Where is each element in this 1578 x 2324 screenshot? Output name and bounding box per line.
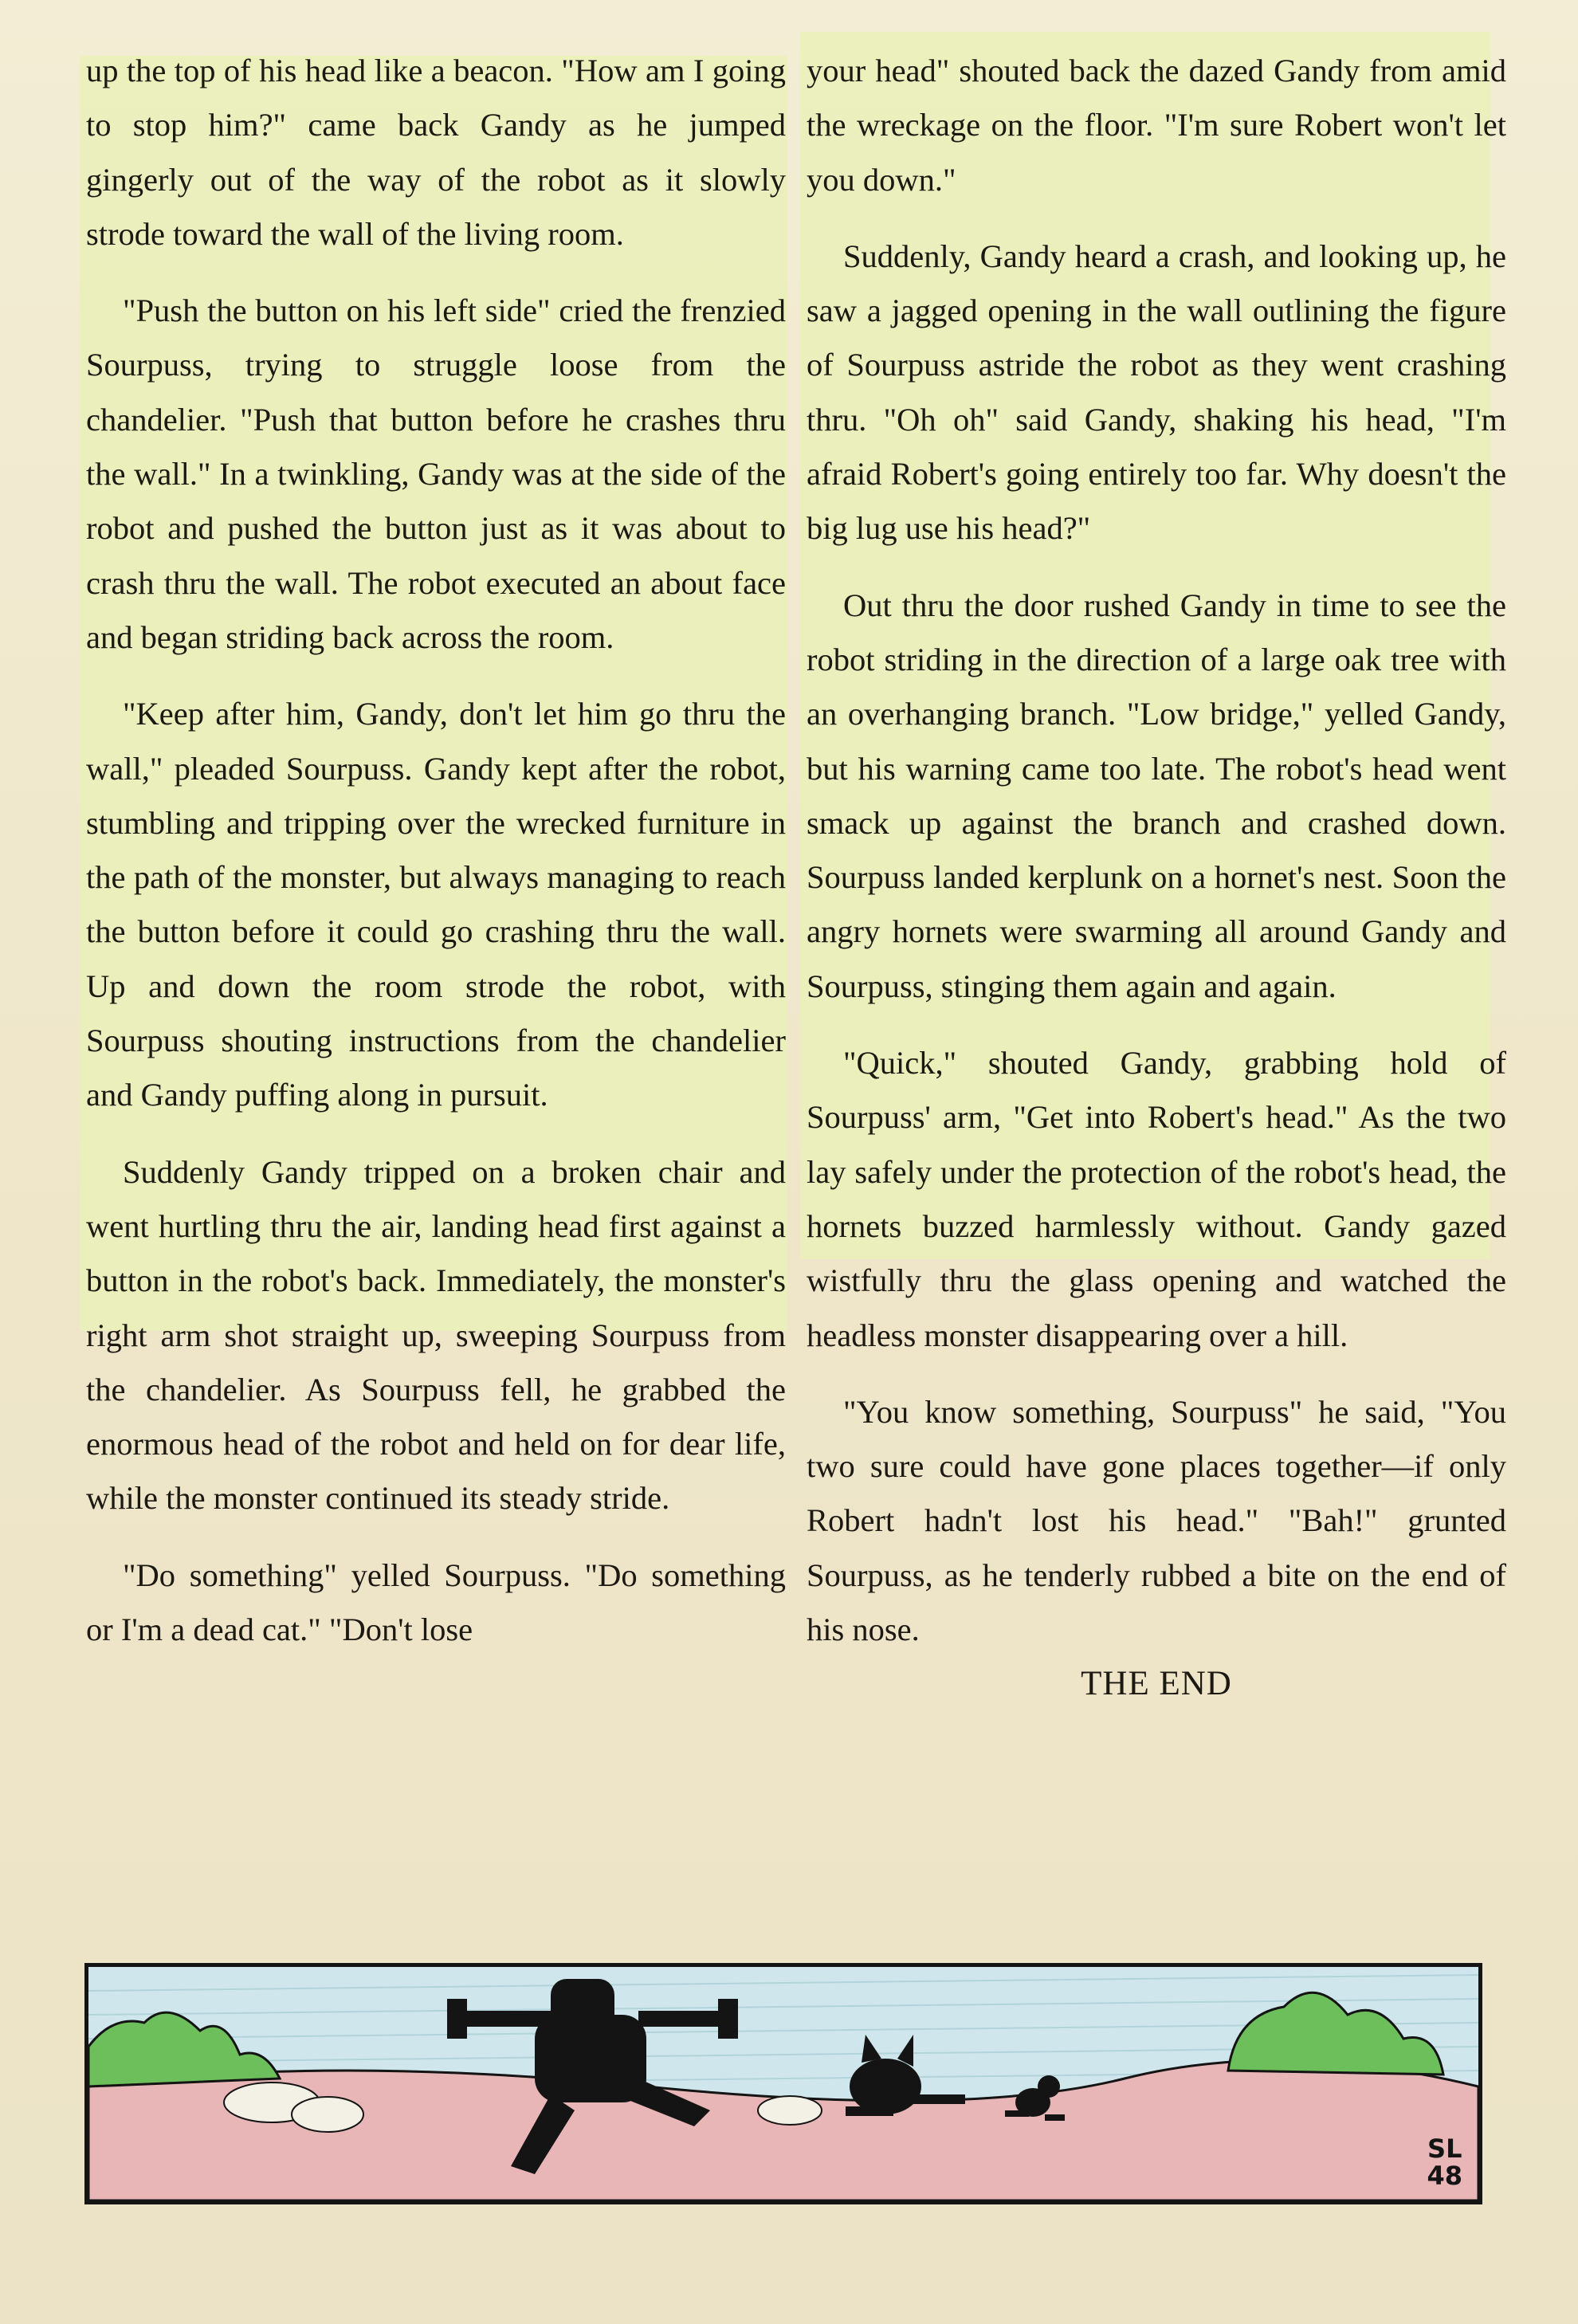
the-end-label: THE END xyxy=(1081,1665,1232,1703)
signature-year: 48 xyxy=(1427,2161,1462,2191)
paragraph: Suddenly, Gandy heard a crash, and looking up, he saw a jagged opening in the wall outlining the figure of Sourpuss astride the robot as they went crashing thru. "Oh oh" said Gandy, shaking his head, "I'm afraid Robert's going entirely too far. Why doesn't the big lug use his head?" xyxy=(807,238,1506,547)
paragraph: "Push the button on his left side" cried the frenzied Sourpuss, trying to struggle loose from the chandelier. "Push that button before he crashes thru the wall." In a twinkling, Gandy was at the side of the robot and pushed the button just as it was about to crash thru the wall. The robot executed an about face and began striding back across the room. xyxy=(86,292,786,655)
paragraph: your head" shouted back the dazed Gandy from amid the wreckage on the floor. "I'm sure Robert won't let you down." xyxy=(807,53,1506,198)
right-column xyxy=(807,44,1506,1711)
signature-initials: SL xyxy=(1427,2134,1462,2164)
paragraph: "Quick," shouted Gandy, grabbing hold of Sourpuss' arm, "Get into Robert's head." As the two lay safely under the protection of the robot's head, the hornets buzzed harmlessly without. Gandy gazed wistfully thru the glass opening and watched the headless monster disappearing over a hill. xyxy=(807,1045,1506,1353)
comic-strip-panel xyxy=(84,1963,1482,2204)
paragraph: "Do something" yelled Sourpuss. "Do something or I'm a dead cat." "Don't lose xyxy=(86,1557,786,1648)
paragraph: up the top of his head like a beacon. "How am I going to stop him?" came back Gandy as he jumped gingerly out of the way of the robot as it slowly strode toward the wall of the living room. xyxy=(86,53,786,252)
paragraph: Suddenly Gandy tripped on a broken chair and went hurtling thru the air, landing head first against a button in the robot's back. Immediately, the monster's right arm shot straight up, sweeping Sourpuss from the chandelier. As Sourpuss fell, he grabbed the enormous head of the robot and held on for dear life, while the monster continued its steady stride. xyxy=(86,1153,786,1517)
left-column xyxy=(86,44,786,1657)
paragraph: "Keep after him, Gandy, don't let him go thru the wall," pleaded Sourpuss. Gandy kept after the robot, stumbling and tripping over the wrecked furniture in the path of the monster, but always managing to reach the button before it could go crashing thru the wall. Up and down the room strode the robot, with Sourpuss shouting instructions from the chandelier and Gandy puffing along in pursuit. xyxy=(86,696,786,1113)
paragraph: Out thru the door rushed Gandy in time to see the robot striding in the direction of a large oak tree with an overhanging branch. "Low bridge," yelled Gandy, but his warning came too late. The robot's head went smack up against the branch and crashed down. Sourpuss landed kerplunk on a hornet's nest. Soon the angry hornets were swarming all around Gandy and Sourpuss, stinging them again and again. xyxy=(807,587,1506,1004)
robot-chase-illustration xyxy=(88,1967,1478,2200)
artist-signature xyxy=(1427,2135,1462,2189)
paragraph: "You know something, Sourpuss" he said, "You two sure could have gone places together—if only Robert hadn't lost his head." "Bah!" grunted Sourpuss, as he tenderly rubbed a bite on the end of his nose. xyxy=(807,1393,1506,1648)
